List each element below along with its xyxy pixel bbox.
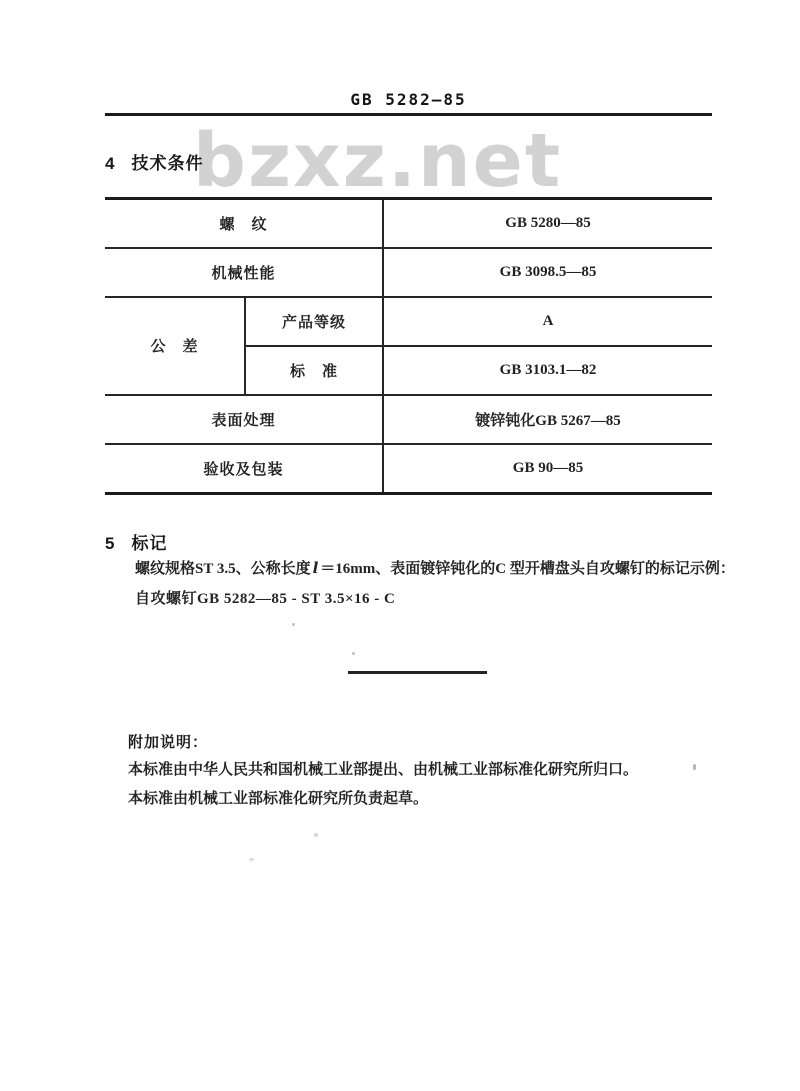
designation-line: 自攻螺钉GB 5282—85 - ST 3.5×16 - C [135, 591, 396, 607]
notes-line: 本标准由中华人民共和国机械工业部提出、由机械工业部标准化研究所归口。 [128, 762, 639, 778]
table-row-acceptance [105, 444, 712, 494]
additional-notes-heading: 附加说明： [128, 735, 209, 751]
length-symbol: l [312, 559, 319, 577]
section-4-title: 技术条件 [131, 154, 204, 173]
spec-table [105, 197, 712, 495]
row-value: GB 3098.5—85 [383, 248, 712, 297]
scan-speck [292, 623, 295, 626]
table-row-thread [105, 199, 712, 249]
row-label: 验收及包装 [105, 444, 383, 494]
row-value: GB 3103.1—82 [383, 346, 712, 395]
example-text-pre: 螺纹规格ST 3.5、公称长度 [135, 561, 311, 577]
scan-speck [249, 858, 254, 861]
example-text-post: ＝16mm、表面镀锌钝化的C 型开槽盘头自攻螺钉的标记示例： [320, 561, 735, 577]
section-5-heading [105, 529, 167, 554]
group-label-tolerance: 公 差 [105, 297, 245, 395]
row-value: GB 5280—85 [383, 199, 712, 249]
doc-number: GB 5282—85 [350, 90, 467, 109]
row-label: 标 准 [245, 346, 383, 395]
scan-speck [314, 833, 318, 837]
scan-speck [693, 764, 696, 770]
section-4-heading [105, 149, 203, 174]
row-label: 产品等级 [245, 297, 383, 346]
end-of-text-rule [348, 671, 487, 674]
row-value: A [383, 297, 712, 346]
row-label: 机械性能 [105, 248, 383, 297]
section-4-number: 4 [105, 154, 116, 173]
row-label: 螺 纹 [105, 199, 383, 249]
notes-line: 本标准由机械工业部标准化研究所负责起草。 [128, 791, 429, 807]
row-label: 表面处理 [105, 395, 383, 444]
header-rule [105, 113, 712, 116]
row-value: GB 90—85 [383, 444, 712, 494]
table-row-tolerance-grade [105, 297, 712, 346]
section-5-title: 标记 [131, 534, 168, 553]
section-5-number: 5 [105, 534, 116, 553]
row-value: 镀锌钝化GB 5267—85 [383, 395, 712, 444]
table-row-surface [105, 395, 712, 444]
table-row-mechanical [105, 248, 712, 297]
watermark: bzxz.net [193, 118, 563, 204]
scan-speck [352, 652, 355, 655]
marking-example-line [135, 558, 735, 579]
